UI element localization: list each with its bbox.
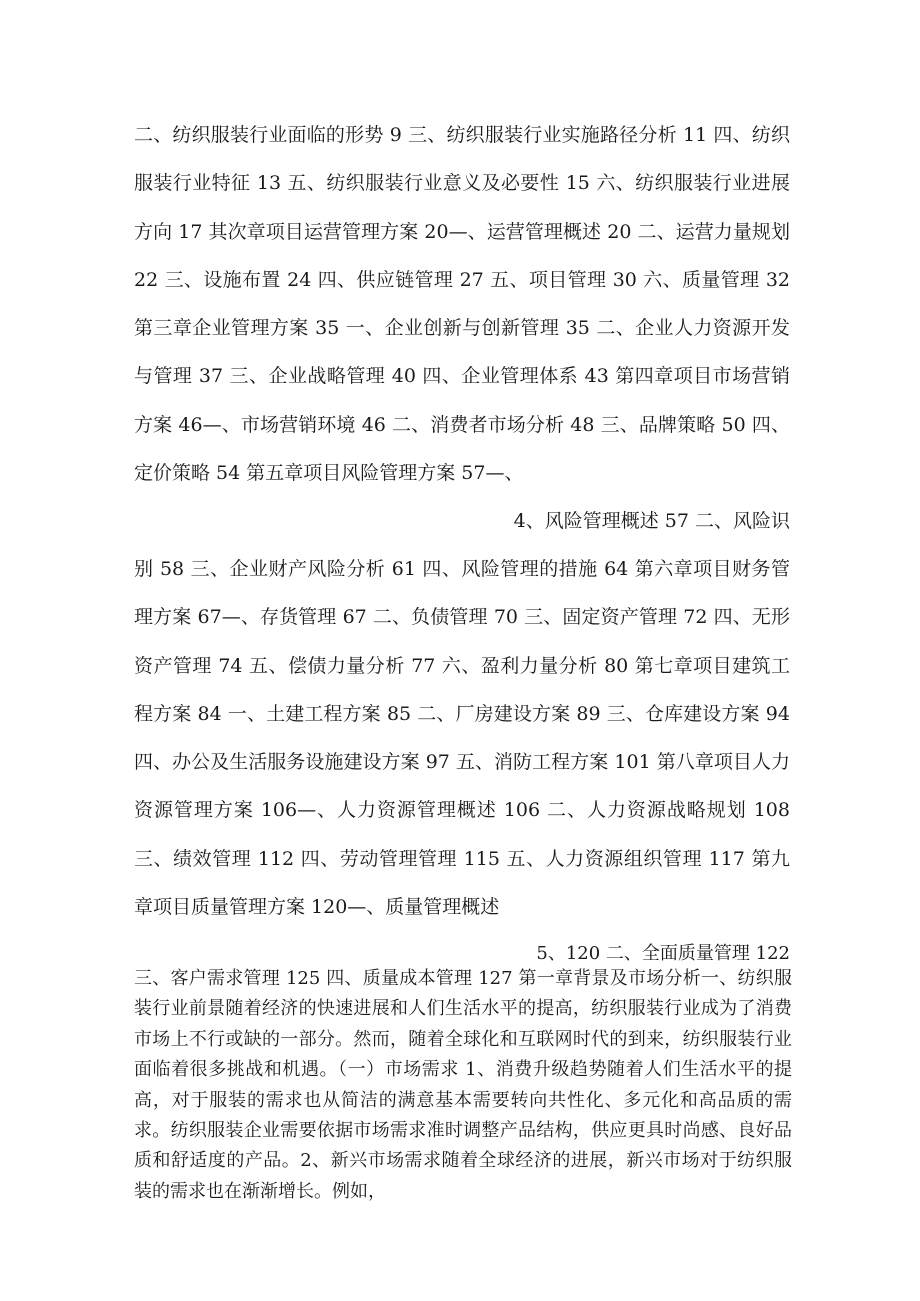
toc-page-4-start-line: 4、风险管理概述 57 二、风险识 — [513, 510, 790, 532]
toc-page-5-start-line: 5、120 二、全面质量管理 122 — [536, 943, 790, 964]
toc-paragraph-1: 二、纺织服装行业面临的形势 9 三、纺织服装行业实施路径分析 11 四、纺织服装行业特征 13 五、纺织服装行业意义及必要性 15 六、纺织服装行业进展方向 17 其次章项目运营管理方案 20—、运营管理概述 20 二、运营力量规划 22 三、设施布置 24 四、供应链管理 27 五、项目管理 30 六、质量管理 32 第三章企业管理方案 35 一、企业创新与创新管理 35 二、企业人力资源开发与管理 37 三、企业战略管理 40 四、企业管理体系 43 第四章项目市场营销方案 46—、市场营销环境 46 二、消费者市场分析 48 三、品牌策略 50 四、定价策略 54 第五章项目风险管理方案 57—、 — [134, 124, 790, 485]
toc-paragraph-2: 别 58 三、企业财产风险分析 61 四、风险管理的措施 64 第六章项目财务管理方案 67—、存货管理 67 二、负债管理 70 三、固定资产管理 72 四、无形资产管理 74 五、偿债力量分析 77 六、盈利力量分析 80 第七章项目建筑工程方案 84 一、土建工程方案 85 二、厂房建设方案 89 三、仓库建设方案 94 四、办公及生活服务设施建设方案 97 五、消防工程方案 101 第八章项目人力资源管理方案 106—、人力资源管理概述 106 二、人力资源战略规划 108 三、绩效管理 112 四、劳动管理管理 115 五、人力资源组织管理 117 第九章项目质量管理方案 120—、质量管理概述 — [134, 558, 790, 919]
body-paragraph: 三、客户需求管理 125 四、质量成本管理 127 第一章背景及市场分析一、纺织服装行业前景随着经济的快速进展和人们生活水平的提高，纺织服装行业成为了消费市场上不行或缺的一部分。然而，随着全球化和互联网时代的到来，纺织服装行业面临着很多挑战和机遇。（一）市场需求 1、消费升级趋势随着人们生活水平的提高，对于服装的需求也从简洁的满意基本需要转向共性化、多元化和高品质的需求。纺织服装企业需要依据市场需求准时调整产品结构，供应更具时尚感、良好品质和舒适度的产品。2、新兴市场需求随着全球经济的进展，新兴市场对于纺织服装的需求也在渐渐增长。例如， — [134, 968, 792, 1202]
